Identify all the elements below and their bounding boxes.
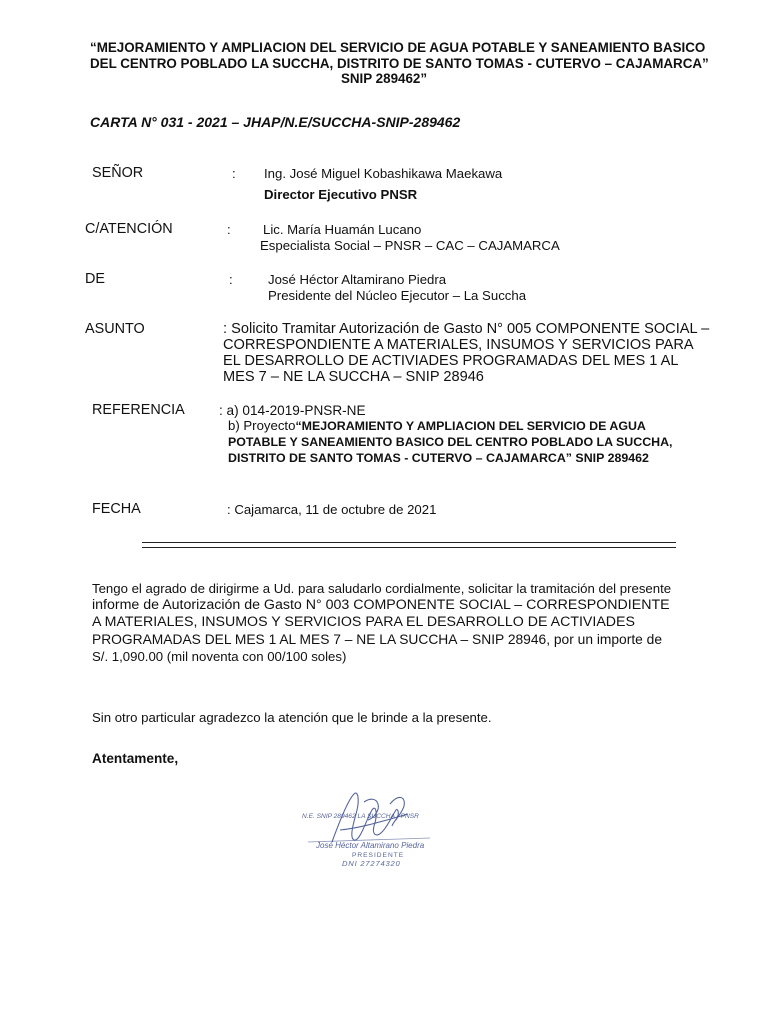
senor-role: Director Ejecutivo PNSR xyxy=(264,187,418,202)
senor-name: Ing. José Miguel Kobashikawa Maekawa xyxy=(264,166,503,181)
referencia-b xyxy=(228,418,673,466)
atencion-label: C/ATENCIÓN xyxy=(85,221,173,237)
fecha-value: : Cajamarca, 11 de octubre de 2021 xyxy=(227,502,437,517)
senor-colon: : xyxy=(232,166,236,181)
de-name: José Héctor Altamirano Piedra xyxy=(268,272,447,287)
title-line-1: “MEJORAMIENTO Y AMPLIACION DEL SERVICIO DE AGUA POTABLE Y SANEAMIENTO BASICO xyxy=(90,40,706,55)
carta-number: CARTA N° 031 - 2021 – JHAP/N.E/SUCCHA-SNIP-289462 xyxy=(90,114,461,130)
project-title xyxy=(90,40,709,87)
stamp-line-3: PRESIDENTE xyxy=(352,852,405,859)
referencia-a: : a) 014-2019-PNSR-NE xyxy=(219,403,366,418)
fecha-label: FECHA xyxy=(92,501,141,517)
referencia-b-line-3: DISTRITO DE SANTO TOMAS - CUTERVO – CAJAMARCA” SNIP 289462 xyxy=(228,451,649,465)
body-line-2: informe de Autorización de Gasto N° 003 COMPONENTE SOCIAL – CORRESPONDIENTE xyxy=(92,597,670,613)
title-line-3: SNIP 289462” xyxy=(340,71,428,86)
stamp-line-1: N.E. SNIP 289462 LA SUCCHA - PNSR xyxy=(302,813,419,820)
body-line-1: Tengo el agrado de dirigirme a Ud. para saludarlo cordialmente, solicitar la tramitación del presente xyxy=(92,581,672,596)
body-line-5: S/. 1,090.00 (mil noventa con 00/100 soles) xyxy=(92,649,347,664)
de-colon: : xyxy=(229,272,233,287)
asunto-line-4: MES 7 – NE LA SUCCHA – SNIP 28946 xyxy=(223,369,484,385)
title-line-2: DEL CENTRO POBLADO LA SUCCHA, DISTRITO DE SANTO TOMAS - CUTERVO – CAJAMARCA” xyxy=(90,55,709,71)
senor-label: SEÑOR xyxy=(92,165,144,181)
body-line-4: PROGRAMADAS DEL MES 1 AL MES 7 – NE LA SUCCHA – SNIP 28946, por un importe de xyxy=(92,632,663,647)
asunto-text xyxy=(223,321,709,385)
body-paragraph xyxy=(92,580,671,665)
referencia-b-line-2: POTABLE Y SANEAMIENTO BASICO DEL CENTRO POBLADO LA SUCCHA, xyxy=(228,435,673,449)
stamp-line-2: José Héctor Altamirano Piedra xyxy=(316,841,425,850)
asunto-line-2: CORRESPONDIENTE A MATERIALES, INSUMOS Y SERVICIOS PARA xyxy=(223,337,694,353)
de-label: DE xyxy=(85,271,105,287)
asunto-line-3: EL DESARROLLO DE ACTIVIADES PROGRAMADAS DEL MES 1 AL xyxy=(223,353,679,369)
atencion-colon: : xyxy=(227,222,231,237)
atencion-name: Lic. María Huamán Lucano xyxy=(263,222,422,237)
de-role: Presidente del Núcleo Ejecutor – La Succha xyxy=(268,288,527,303)
asunto-label: ASUNTO xyxy=(85,321,145,337)
referencia-b-line-1 xyxy=(228,418,673,434)
stamp-line-4: DNI 27274320 xyxy=(342,859,401,868)
referencia-b-prefix: b) Proyecto xyxy=(228,418,296,433)
closing-text: Sin otro particular agradezco la atención que le brinde a la presente. xyxy=(92,710,492,725)
referencia-label: REFERENCIA xyxy=(92,402,185,418)
signature-stamp xyxy=(280,780,480,880)
sign-off: Atentamente, xyxy=(92,751,179,766)
asunto-line-1: : Solicito Tramitar Autorización de Gasto N° 005 COMPONENTE SOCIAL – xyxy=(223,321,710,337)
body-line-3: A MATERIALES, INSUMOS Y SERVICIOS PARA EL DESARROLLO DE ACTIVIADES xyxy=(92,614,635,630)
separator-line xyxy=(142,542,676,548)
referencia-b-first: “MEJORAMIENTO Y AMPLIACION DEL SERVICIO DE AGUA xyxy=(295,419,646,433)
atencion-role: Especialista Social – PNSR – CAC – CAJAMARCA xyxy=(260,238,560,253)
